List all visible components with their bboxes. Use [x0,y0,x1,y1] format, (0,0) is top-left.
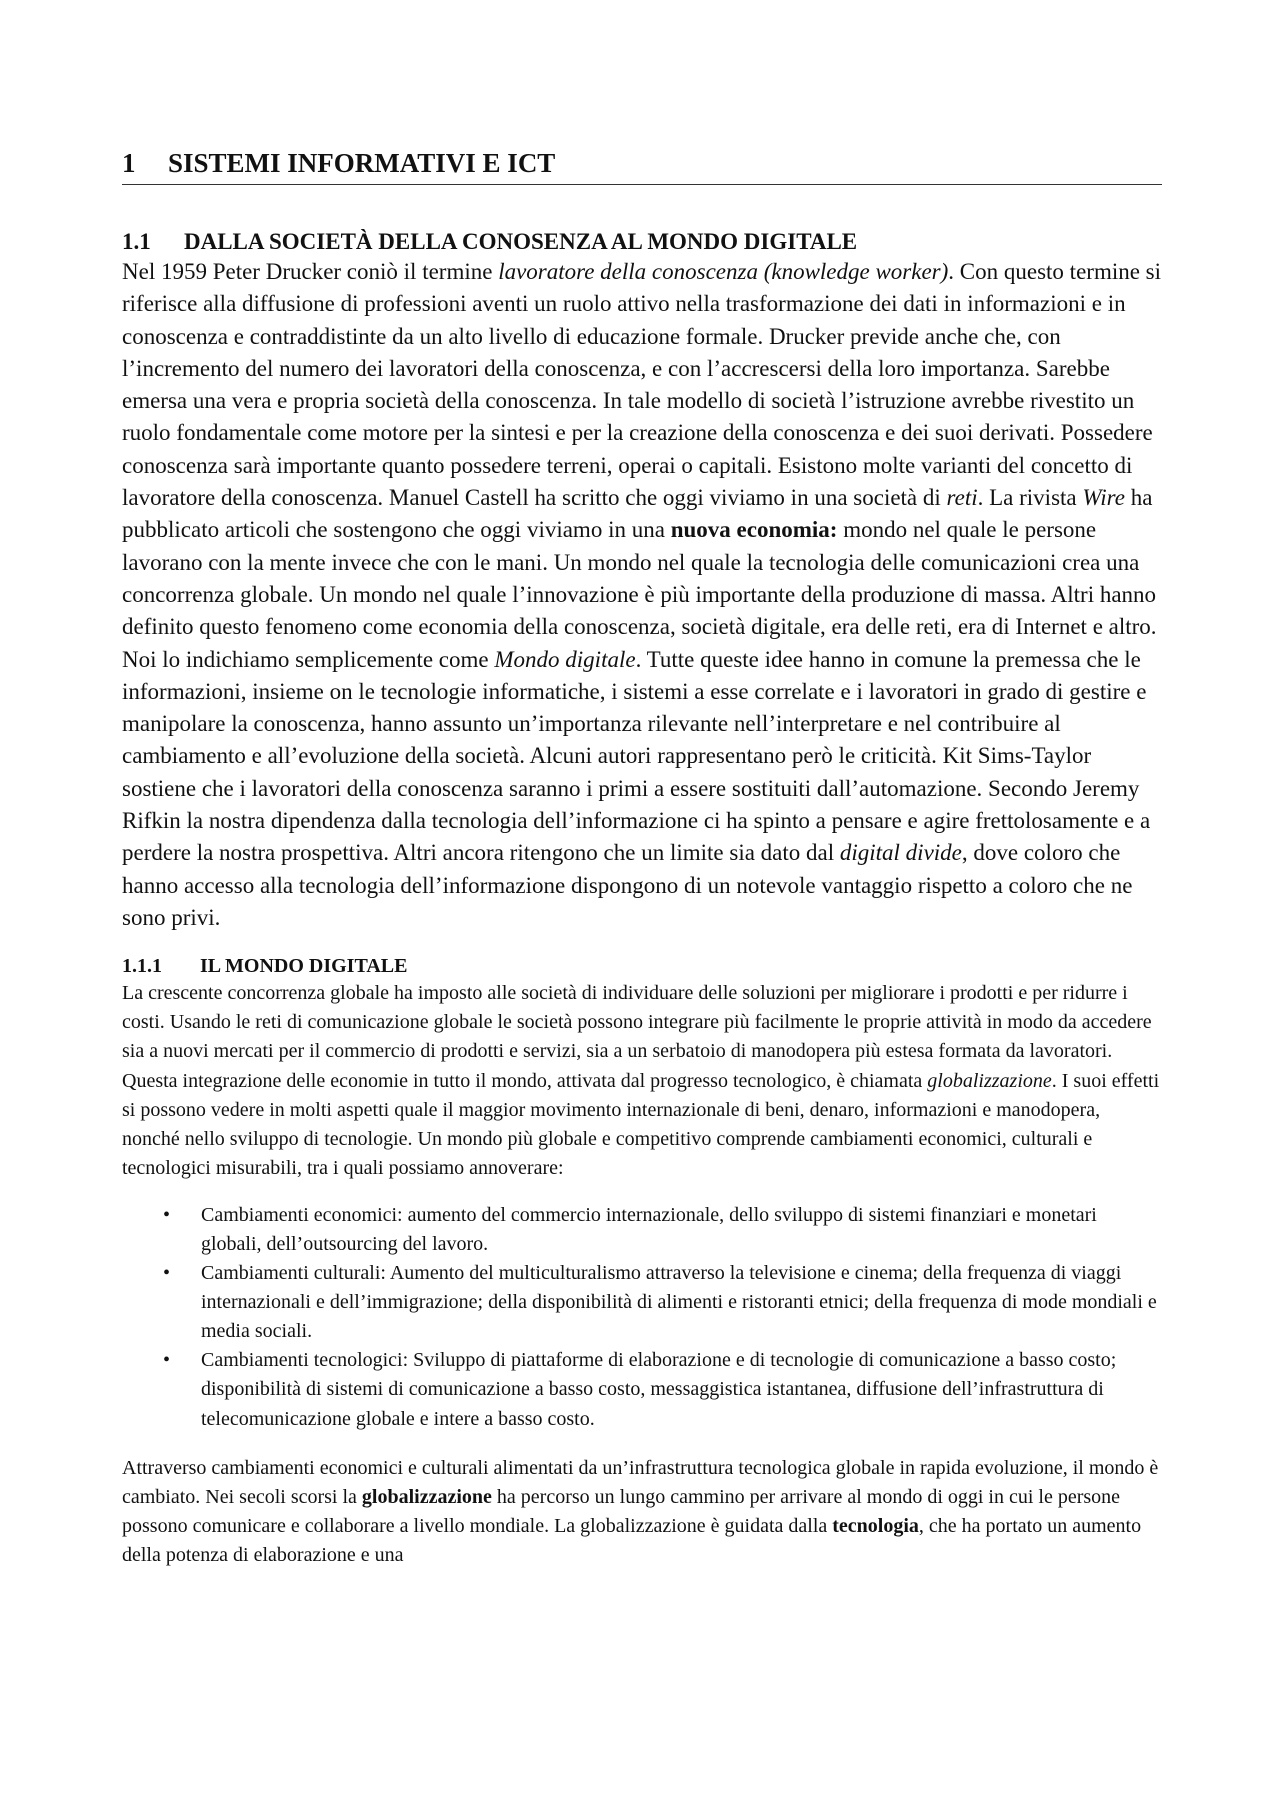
text-run: . La rivista [977,485,1083,511]
text-run: , che ha portato un aumento della potenza di elaborazione e una [122,1514,1142,1566]
italic-term-wire: Wire [1082,485,1125,511]
italic-term-mondo-digitale: Mondo digitale [494,646,636,672]
italic-term-digital-divide: digital divide [839,840,962,866]
section-title: DALLA SOCIETÀ DELLA CONOSENZA AL MONDO DIGITALE [184,229,858,254]
list-item-text: Cambiamenti economici: aumento del commercio internazionale, dello sviluppo di sistemi finanziari e monetari globali, dell’outsourcing del lavoro. [201,1203,1097,1255]
text-run: . Con questo termine si riferisce alla diffusione di professioni aventi un ruolo attivo nella trasformazione dei dati in informazioni e in conoscenza e contraddistinte da un alto livello di educazione formale. Drucker previde anche che, con l’incremento del numero dei lavoratori della conoscenza, e con l’accrescersi della loro importanza. Sarebbe emersa una vera e propria società della conoscenza. In tale modello di società l’istruzione avrebbe rivestito un ruolo fondamentale come motore per la sintesi e per la creazione della conoscenza e dei suoi derivati. Possedere conoscenza sarà importante quanto possedere terreni, operai o capitali. Esistono molte varianti del concetto di lavoratore della conoscenza. Manuel Castell ha scritto che oggi viviamo in una società di [122,259,1162,511]
section-heading [122,228,1162,256]
chapter-number: 1 [122,148,136,178]
italic-term-knowledge-worker: lavoratore della conoscenza (knowledge worker) [498,259,949,284]
text-run: , dove coloro che hanno accesso alla tecnologia dell’informazione dispongono di un notevole vantaggio rispetto a coloro che ne sono privi. [122,840,1133,930]
text-run: Nel 1959 Peter Drucker coniò il termine [122,259,499,284]
bullet-icon: • [163,1203,171,1226]
bullet-icon: • [163,1262,171,1285]
list-item-text: Cambiamenti tecnologici: Sviluppo di piattaforme di elaborazione e di tecnologie di comunicazione a basso costo; disponibilità di sistemi di comunicazione a basso costo, messaggistica istantanea, diffusione dell’infrastruttura di telecomunicazione globale e intere a basso costo. [201,1349,1117,1430]
subsection-paragraph [122,979,1162,1183]
section-paragraph [122,256,1162,934]
chapter-heading [122,146,1162,185]
bold-term-nuova-economia: nuova economia: [670,517,838,543]
text-run: . I suoi effetti si possono vedere in molti aspetti quale il maggior movimento internazionale di beni, denaro, informazioni e manodopera, nonché nello sviluppo di tecnologie. Un mondo più globale e competitivo comprende cambiamenti economici, culturali e tecnologici misurabili, tra i quali possiamo annoverare: [122,1069,1160,1179]
bullet-icon: • [163,1349,171,1372]
text-run: . Tutte queste idee hanno in comune la premessa che le informazioni, insieme on le tecnologie informatiche, i sistemi a esse correlate e i lavoratori in grado di gestire e manipolare la conoscenza, hanno assunto un’importanza rilevante nell’interpretare e nel contribuire al cambiamento e all’evoluzione della società. Alcuni autori rappresentano però le criticità. Kit Sims-Taylor sostiene che i lavoratori della conoscenza saranno i primi a essere sostituiti dall’automazione. Secondo Jeremy Rifkin la nostra dipendenza dalla tecnologia dell’informazione ci ha spinto a pensare e agire frettolosamente e a perdere la nostra prospettiva. Altri ancora ritengono che un limite sia dato dal [122,646,1151,866]
subsection-heading [122,953,1162,979]
list-item [122,1259,1162,1346]
list-item-text: Cambiamenti culturali: Aumento del multiculturalismo attraverso la televisione e cinema; della frequenza di viaggi internazionali e dell’immigrazione; della disponibilità di alimenti e ristoranti etnici; della frequenza di mode mondiali e media sociali. [201,1262,1157,1343]
text-run: Attraverso cambiamenti economici e culturali alimentati da un’infrastruttura tecnologica globale in rapida evoluzione, il mondo è cambiato. Nei secoli scorsi la [122,1456,1159,1508]
closing-paragraph [122,1454,1162,1570]
page-content [122,146,1162,1570]
subsection-title: IL MONDO DIGITALE [200,955,408,978]
italic-term-globalizzazione: globalizzazione [927,1069,1052,1092]
bold-term-globalizzazione: globalizzazione [361,1485,492,1508]
text-run: mondo nel quale le persone lavorano con la mente invece che con le mani. Un mondo nel quale la tecnologia delle comunicazioni crea una concorrenza globale. Un mondo nel quale l’innovazione è più importante della produzione di massa. Altri hanno definito questo fenomeno come economia della conoscenza, società digitale, era delle reti, era di Internet e altro. Noi lo indichiamo semplicemente come [122,517,1157,672]
subsection-number: 1.1.1 [122,955,162,978]
chapter-title: SISTEMI INFORMATIVI E ICT [168,148,556,178]
bold-term-tecnologia: tecnologia [832,1514,919,1537]
list-item [122,1346,1162,1433]
text-run: ha pubblicato articoli che sostengono che oggi viviamo in una [122,485,1153,543]
section-number: 1.1 [122,229,151,254]
bullet-list [122,1201,1162,1434]
list-item [122,1201,1162,1259]
text-run: La crescente concorrenza globale ha imposto alle società di individuare delle soluzioni per migliorare i prodotti e per ridurre i costi. Usando le reti di comunicazione globale le società possono integrare più facilmente le proprie attività in modo da accedere sia a nuovi mercati per il commercio di prodotti e servizi, sia a un serbatoio di manodopera più estesa formata da lavoratori. Questa integrazione delle economie in tutto il mondo, attivata dal progresso tecnologico, è chiamata [122,982,1152,1092]
italic-term-reti: reti [946,485,978,511]
text-run: ha percorso un lungo cammino per arrivare al mondo di oggi in cui le persone possono comunicare e collaborare a livello mondiale. La globalizzazione è guidata dalla [122,1485,1121,1537]
